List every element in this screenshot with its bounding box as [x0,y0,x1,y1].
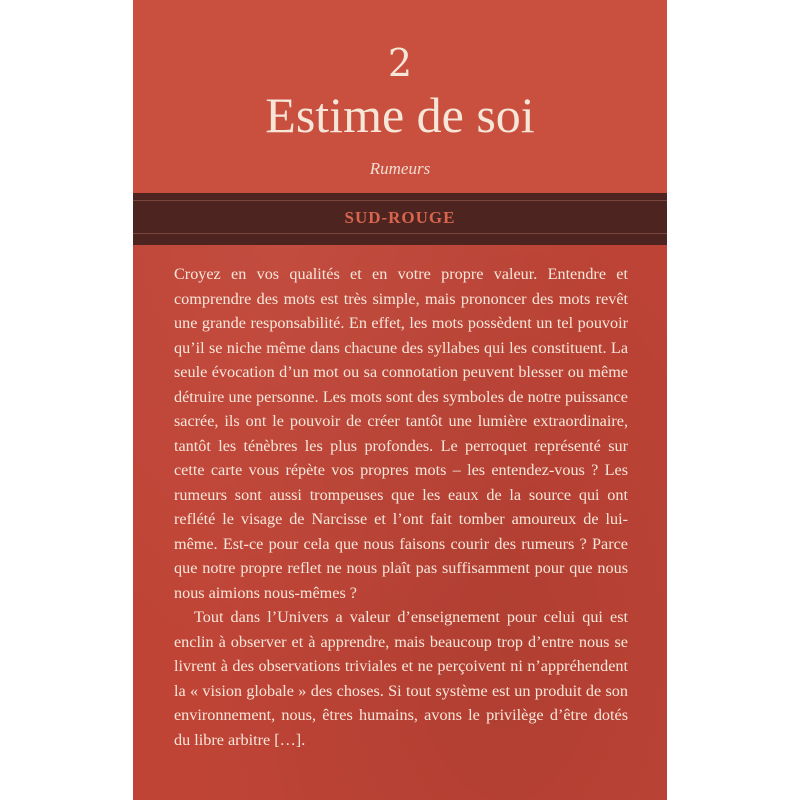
card-title: Estime de soi [265,87,535,143]
paragraph: Croyez en vos qualités et en votre propre valeur. Entendre et comprendre des mots est très simple, mais prononcer des mots revêt une grande responsabilité. En effet, les mots possèdent un tel pouvoir qu’il se niche même dans chacune des syllabes qui les constituent. La seule évocation d’un mot ou sa connotation peuvent blesser ou même détruire une personne. Les mots sont des symboles de notre puissance sacrée, ils ont le pouvoir de créer tantôt une lumière extraordinaire, tantôt les ténèbres les plus profondes. Le perroquet représenté sur cette carte vous répète vos propres mots – les entendez-vous ? Les rumeurs sont aussi trompeuses que les eaux de la source qui ont reflété le visage de Narcisse et l’ont fait tomber amoureux de lui-même. Est-ce pour cela que nous faisons courir des rumeurs ? Parce que notre propre reflet ne nous plaît pas suffisamment pour que nous nous aimions nous-mêmes ? [174,265,628,602]
card-subtitle: Rumeurs [369,159,431,178]
oracle-card [133,0,667,800]
card-body-text [174,262,628,752]
direction-band-frame [133,200,667,234]
direction-label: SUD-ROUGE [344,208,456,227]
card-number: 2 [387,41,413,85]
paragraph: Tout dans l’Univers a valeur d’enseignement pour celui qui est enclin à observer et à apprendre, mais beaucoup trop d’entre nous se livrent à des observations triviales et ne perçoivent ni n’appréhendent la « vision globale » des choses. Si tout système est un produit de son environnement, nous, êtres humains, avons le privilège d’être dotés du libre arbitre […]. [174,608,628,749]
card-header [133,0,667,193]
direction-band [133,193,667,245]
